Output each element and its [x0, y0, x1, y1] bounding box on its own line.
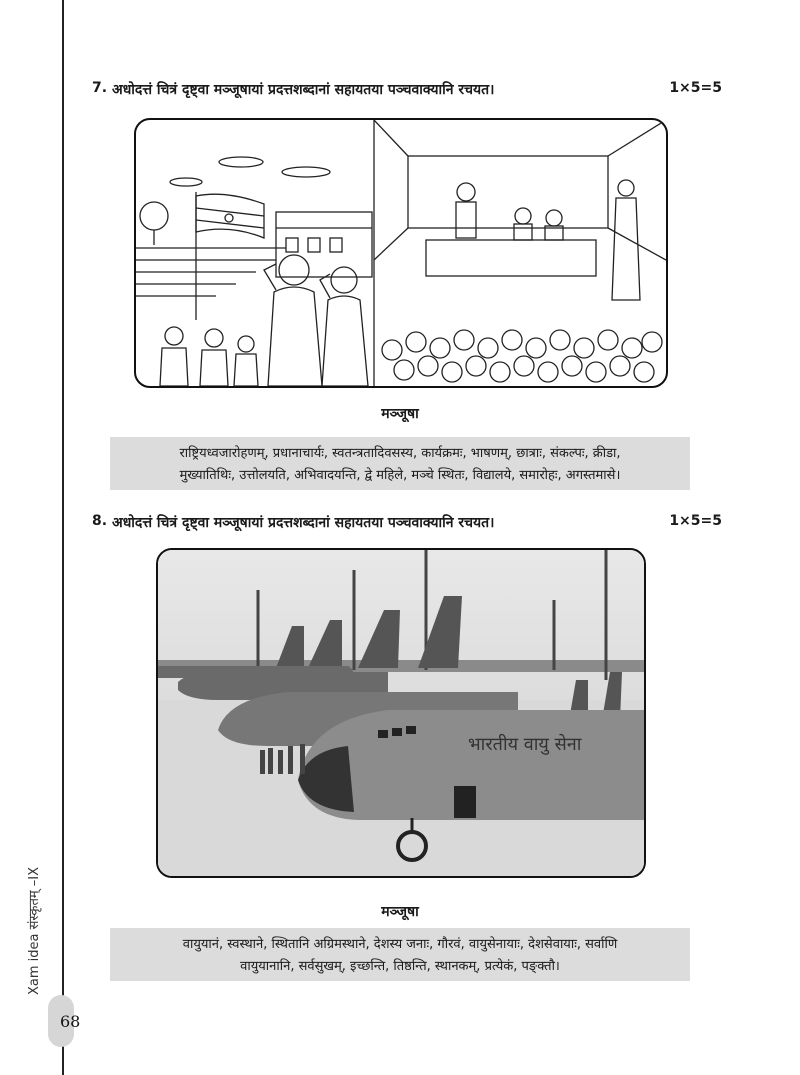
- question-number: 7.: [92, 80, 108, 96]
- word-box: [110, 928, 690, 981]
- word-box-line: वायुयानं, स्वस्थाने, स्थितानि अग्रिमस्थाने, देशस्य जनाः, गौरवं, वायुसेनायाः, देशसेवायाः, सर्वाणि: [182, 937, 618, 952]
- word-box-title: मञ्जूषा: [381, 406, 419, 422]
- question-8-line: [92, 513, 722, 535]
- page-number: 68: [60, 1012, 81, 1031]
- photo-drawing: [158, 550, 644, 876]
- question-instruction: अधोदत्तं चित्रं दृष्ट्वा मञ्जूषायां प्रदत्तशब्दानां सहायतया पञ्चवाक्यानि रचयत।: [112, 82, 495, 98]
- photo-aircraft-line: [156, 548, 646, 878]
- word-box-title: मञ्जूषा: [381, 904, 419, 920]
- word-box-line: वायुयानानि, सर्वसुखम्, इच्छन्ति, तिष्ठन्ति, स्थानकम्, प्रत्येकं, पङ्क्तौ।: [240, 959, 560, 974]
- book-title: Xam idea संस्कृतम् –IX: [27, 866, 42, 995]
- question-marks: 1×5=5: [669, 513, 722, 529]
- question-marks: 1×5=5: [669, 80, 722, 96]
- word-box: [110, 437, 690, 490]
- question-instruction: अधोदत्तं चित्रं दृष्ट्वा मञ्जूषायां प्रदत्तशब्दानां सहायतया पञ्चवाक्यानि रचयत।: [112, 515, 495, 531]
- page-margin-line: [62, 0, 64, 1075]
- question-7-line: [92, 80, 722, 102]
- question-number: 8.: [92, 513, 108, 529]
- plane-lettering: भारतीय वायु सेना: [468, 734, 582, 755]
- word-box-line: राष्ट्रियध्वजारोहणम्, प्रधानाचार्यः, स्वतन्त्रतादिवसस्य, कार्यक्रमः, भाषणम्, छात्राः, संकल्पः, क्रीडा,: [179, 446, 621, 461]
- word-box-line: मुख्यातिथिः, उत्तोलयति, अभिवादयन्ति, द्वे महिले, मञ्चे स्थितः, विद्यालये, समारोहः, अगस्तमासे।: [179, 468, 621, 483]
- illustration-independence-day: [134, 118, 668, 388]
- illustration-drawing: [136, 120, 666, 386]
